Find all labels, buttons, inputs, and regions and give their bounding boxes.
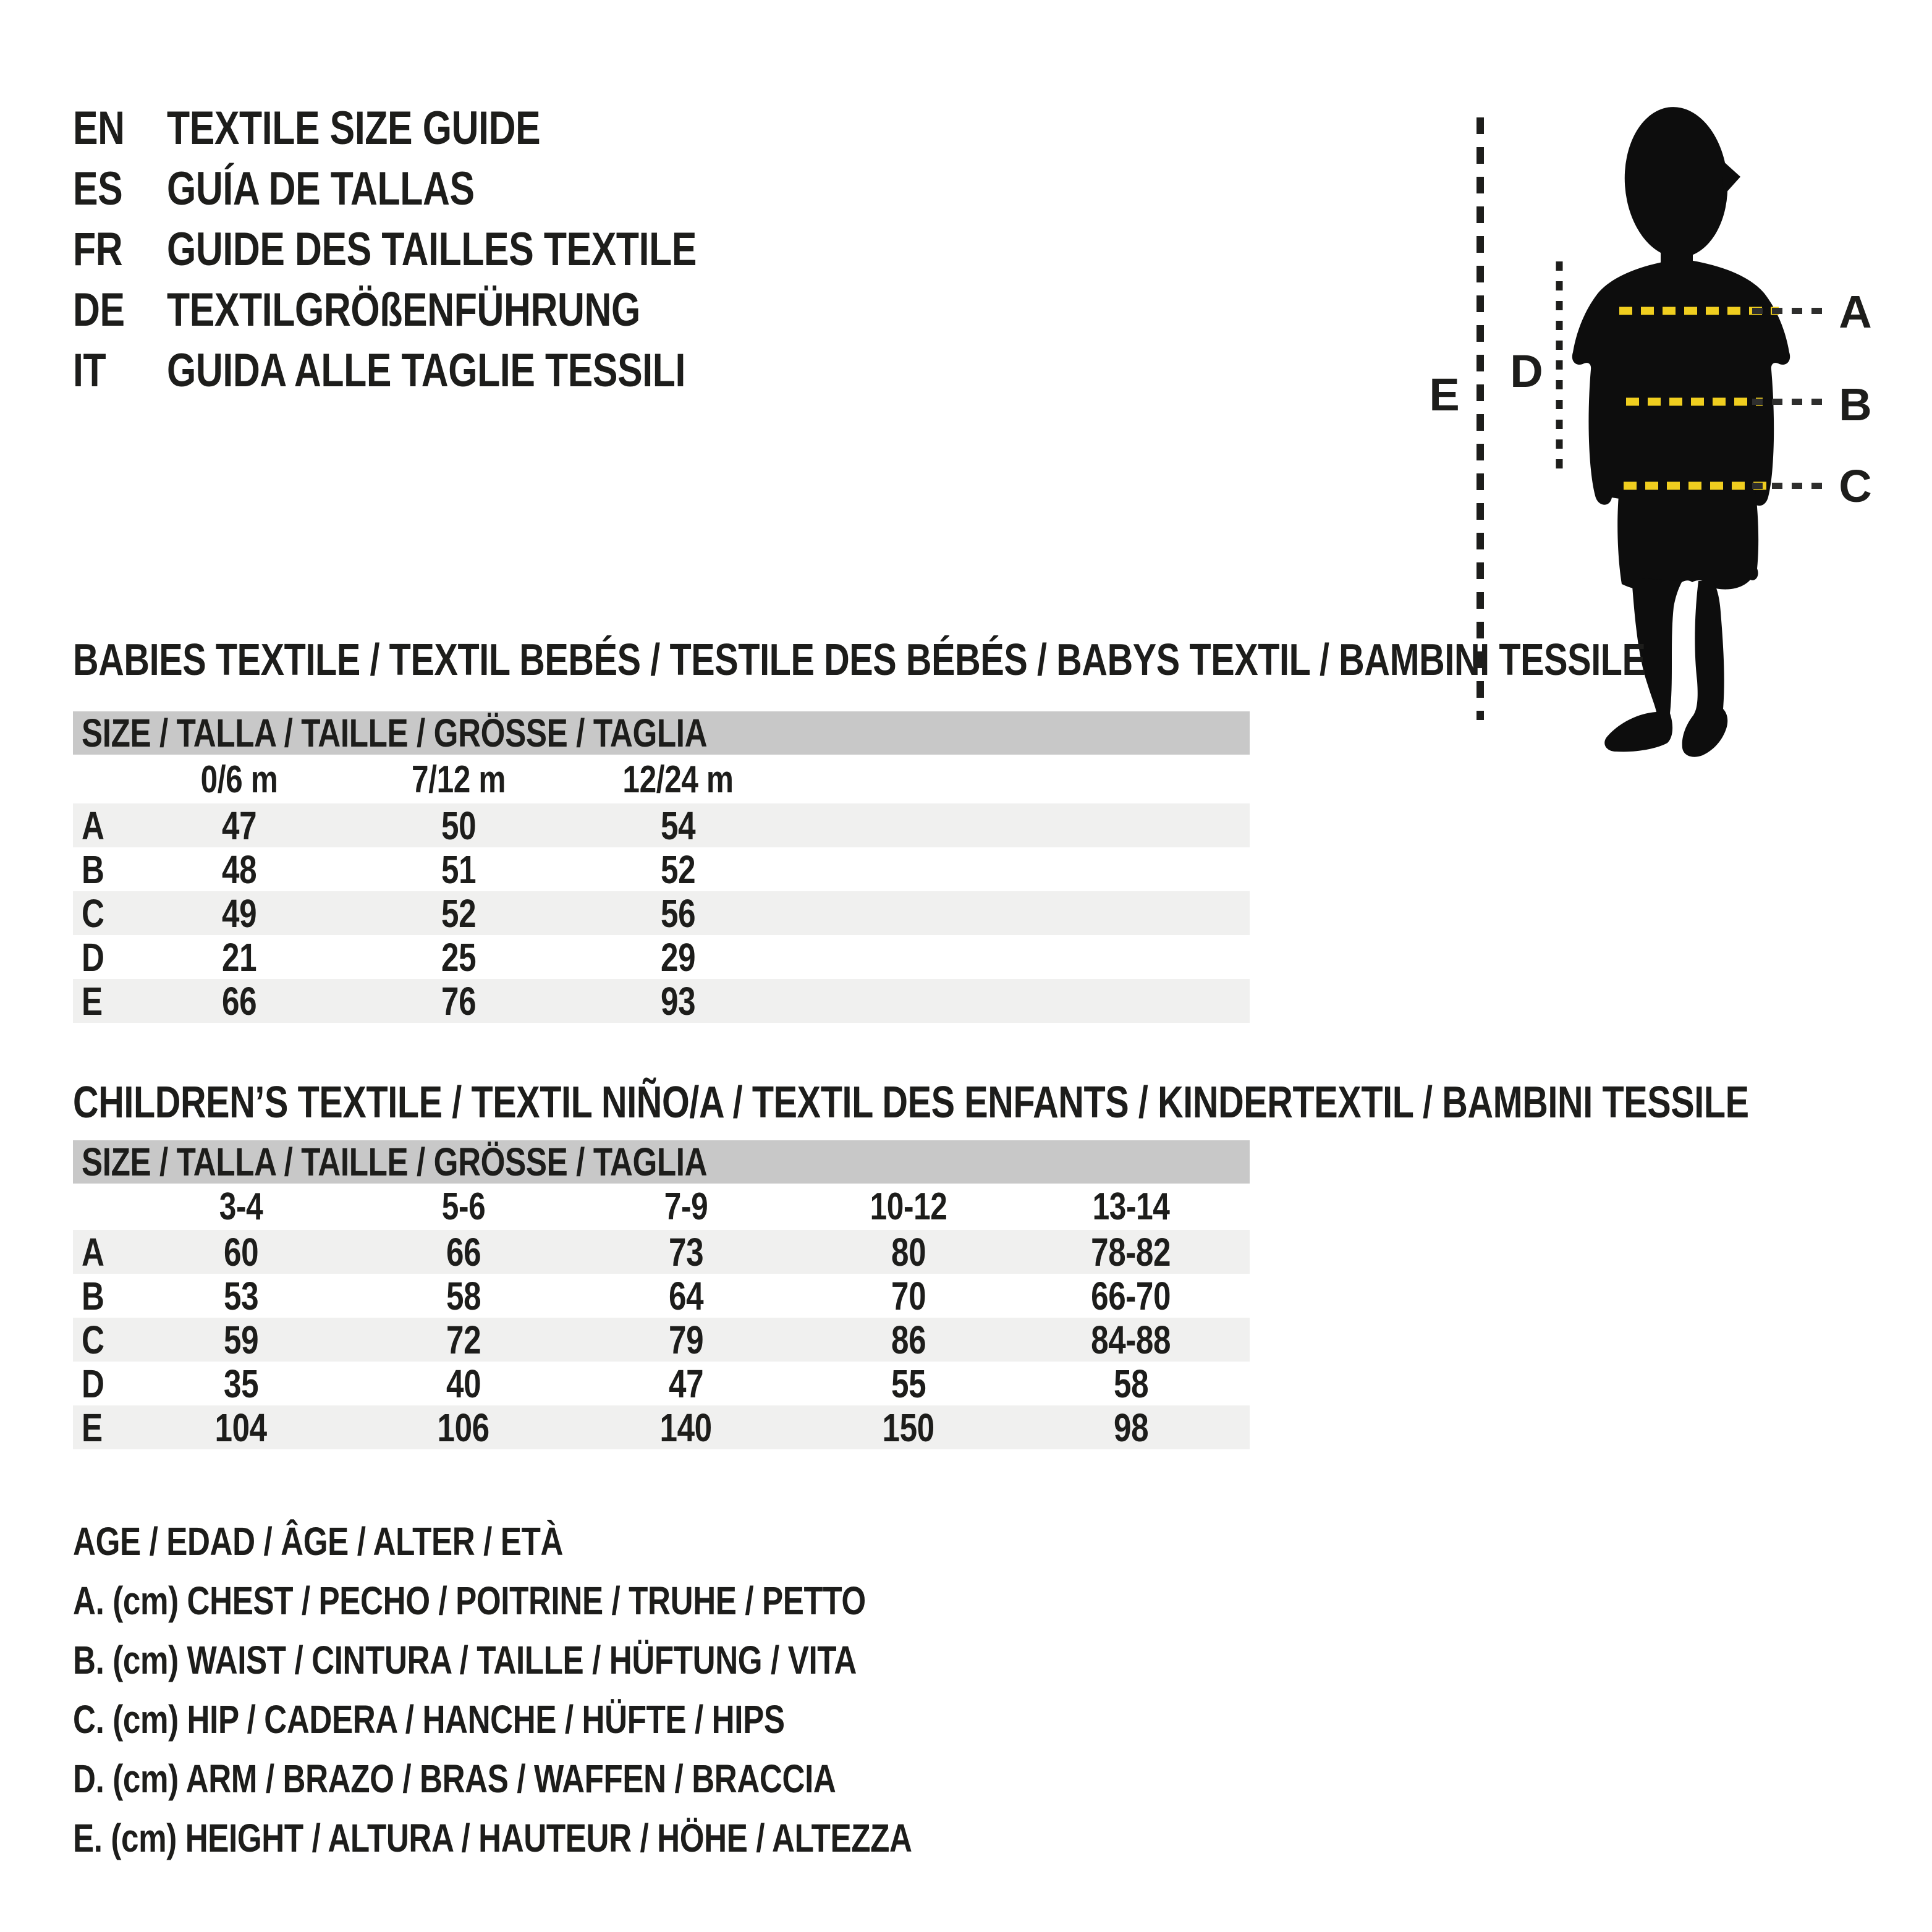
title-en: TEXTILE SIZE GUIDE [167, 101, 541, 155]
legend-waist: B. (cm) WAIST / CINTURA / TAILLE / HÜFTUNG / VITA [73, 1638, 857, 1682]
babies-col-0-6m: 0/6 m [201, 758, 278, 801]
language-row-fr [73, 219, 829, 279]
cell: 72 [446, 1317, 481, 1362]
cell: 66-70 [1091, 1273, 1171, 1318]
babies-section-heading: BABIES TEXTILE / TEXTIL BEBÉS / TESTILE DES BÉBÉS / BABYS TEXTIL / BAMBINI TESSILE [73, 635, 1646, 685]
cell: 66 [222, 978, 257, 1023]
cell: 52 [441, 891, 477, 936]
title-it: GUIDA ALLE TAGLIE TESSILI [167, 344, 685, 397]
cell: 104 [214, 1405, 268, 1450]
children-column-headers [73, 1182, 1250, 1231]
row-label: B [82, 847, 104, 892]
cell: 55 [891, 1361, 926, 1406]
cell: 35 [223, 1361, 259, 1406]
language-code-it: IT [73, 344, 106, 397]
figure-label-a: A [1839, 286, 1872, 337]
figure-label-c: C [1839, 460, 1872, 512]
cell: 51 [441, 847, 477, 892]
cell: 21 [222, 934, 257, 980]
figure-label-e: E [1429, 369, 1460, 420]
babies-row-c [73, 891, 1250, 935]
title-es: GUÍA DE TALLAS [167, 162, 475, 215]
cell: 59 [223, 1317, 259, 1362]
row-label: C [82, 891, 104, 936]
cell: 58 [446, 1273, 481, 1318]
language-row-de [73, 279, 829, 340]
language-row-it [73, 340, 829, 400]
row-label: E [82, 1405, 103, 1450]
cell: 79 [668, 1317, 704, 1362]
children-col-5-6: 5-6 [441, 1185, 486, 1228]
row-label: B [82, 1273, 104, 1318]
cell: 76 [441, 978, 477, 1023]
children-col-13-14: 13-14 [1092, 1185, 1170, 1228]
cell: 86 [891, 1317, 926, 1362]
cell: 53 [223, 1273, 259, 1318]
babies-row-b [73, 847, 1250, 891]
title-fr: GUIDE DES TAILLES TEXTILE [167, 222, 697, 276]
cell: 47 [222, 803, 257, 848]
children-size-bar: SIZE / TALLA / TAILLE / GRÖSSE / TAGLIA [73, 1140, 1250, 1184]
row-label: A [82, 1229, 104, 1274]
language-code-es: ES [73, 162, 123, 215]
cell: 106 [437, 1405, 490, 1450]
cell: 49 [222, 891, 257, 936]
cell: 54 [661, 803, 696, 848]
cell: 40 [446, 1361, 481, 1406]
cell: 50 [441, 803, 477, 848]
language-row-es [73, 158, 829, 219]
cell: 78-82 [1091, 1229, 1171, 1274]
cell: 64 [668, 1273, 704, 1318]
legend-age: AGE / EDAD / ÂGE / ALTER / ETÀ [73, 1519, 564, 1564]
cell: 29 [661, 934, 696, 980]
cell: 93 [661, 978, 696, 1023]
legend-chest: A. (cm) CHEST / PECHO / POITRINE / TRUHE / PETTO [73, 1578, 866, 1623]
children-col-3-4: 3-4 [219, 1185, 263, 1228]
cell: 56 [661, 891, 696, 936]
legend-hip: C. (cm) HIP / CADERA / HANCHE / HÜFTE / HIPS [73, 1697, 785, 1742]
cell: 98 [1113, 1405, 1149, 1450]
legend-height: E. (cm) HEIGHT / ALTURA / HAUTEUR / HÖHE / ALTEZZA [73, 1816, 912, 1860]
babies-column-headers [73, 755, 1250, 803]
cell: 25 [441, 934, 477, 980]
babies-row-d [73, 935, 1250, 979]
babies-col-7-12m: 7/12 m [412, 758, 506, 801]
cell: 60 [223, 1229, 259, 1274]
cell: 150 [882, 1405, 935, 1450]
language-title-block [73, 98, 829, 400]
children-row-a [73, 1230, 1250, 1274]
legend-arm: D. (cm) ARM / BRAZO / BRAS / WAFFEN / BRACCIA [73, 1756, 836, 1801]
cell: 52 [661, 847, 696, 892]
children-col-7-9: 7-9 [664, 1185, 708, 1228]
babies-row-e [73, 979, 1250, 1023]
cell: 84-88 [1091, 1317, 1171, 1362]
babies-size-bar: SIZE / TALLA / TAILLE / GRÖSSE / TAGLIA [73, 711, 1250, 755]
cell: 73 [668, 1229, 704, 1274]
cell: 80 [891, 1229, 926, 1274]
cell: 47 [668, 1361, 704, 1406]
children-row-d [73, 1362, 1250, 1405]
row-label: D [82, 1361, 104, 1406]
children-row-b [73, 1274, 1250, 1318]
language-code-fr: FR [73, 222, 123, 276]
cell: 66 [446, 1229, 481, 1274]
row-label: A [82, 803, 104, 848]
measurement-legend [73, 1512, 1122, 1868]
language-row-en [73, 98, 829, 158]
figure-label-b: B [1839, 379, 1872, 430]
babies-row-a [73, 803, 1250, 847]
title-de: TEXTILGRÖßENFÜHRUNG [167, 283, 640, 336]
language-code-en: EN [73, 101, 125, 155]
row-label: E [82, 978, 103, 1023]
cell: 58 [1113, 1361, 1149, 1406]
children-row-c [73, 1318, 1250, 1362]
children-row-e [73, 1405, 1250, 1449]
row-label: D [82, 934, 104, 980]
babies-col-12-24m: 12/24 m [622, 758, 734, 801]
children-col-10-12: 10-12 [870, 1185, 947, 1228]
cell: 70 [891, 1273, 926, 1318]
children-section-heading: CHILDREN’S TEXTILE / TEXTIL NIÑO/A / TEXTIL DES ENFANTS / KINDERTEXTIL / BAMBINI TESSILE [73, 1078, 1749, 1127]
language-code-de: DE [73, 283, 125, 336]
row-label: C [82, 1317, 104, 1362]
cell: 140 [659, 1405, 713, 1450]
figure-label-d: D [1510, 345, 1543, 397]
cell: 48 [222, 847, 257, 892]
